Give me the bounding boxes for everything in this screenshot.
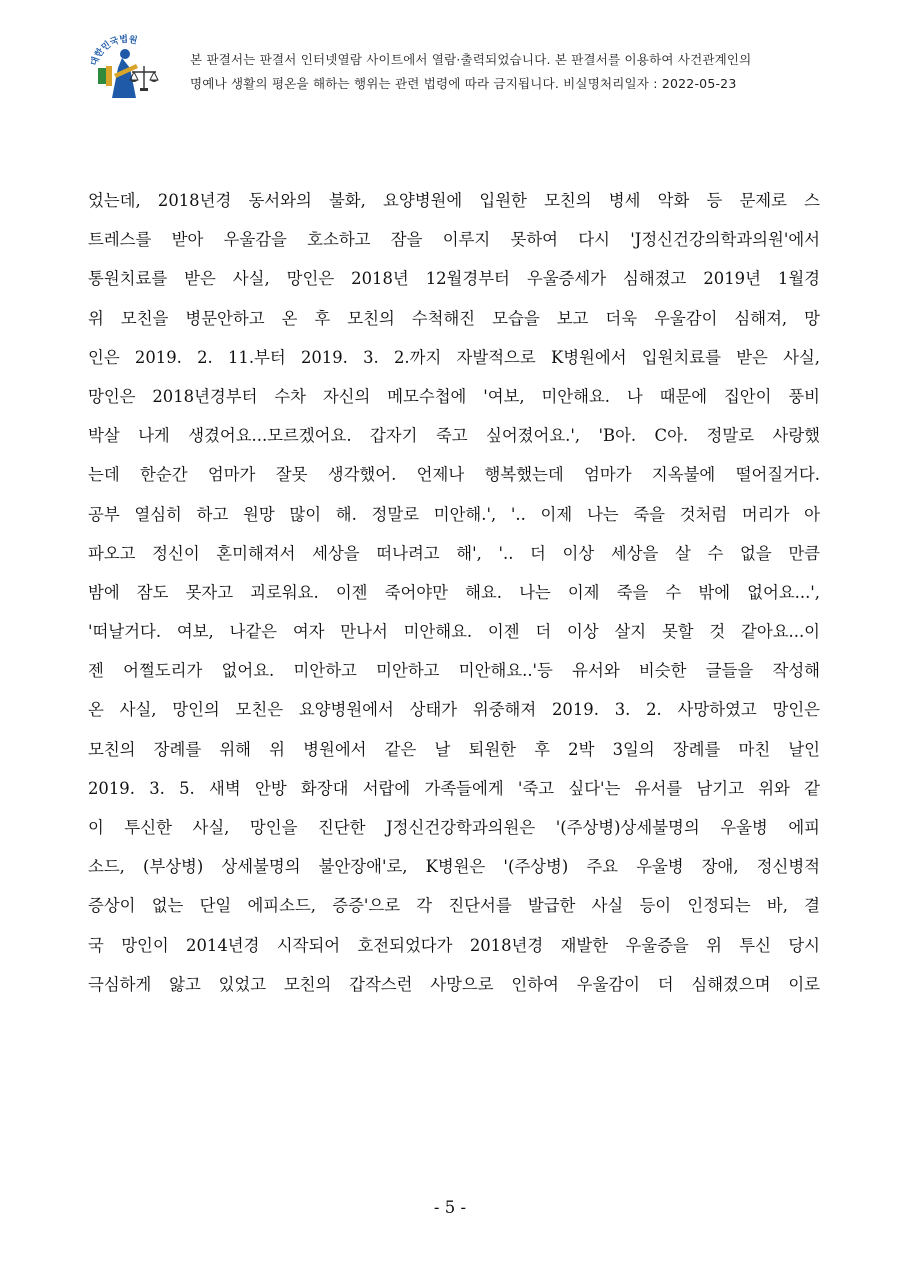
page-header xyxy=(78,28,878,108)
public-access-notice xyxy=(190,48,890,96)
body-line: 국 망인이 2014년경 시작되어 호전되었다가 2018년경 재발한 우울증을 위 투신 당시 xyxy=(88,935,820,955)
court-emblem-icon xyxy=(78,28,174,108)
body-line: 트레스를 받아 우울감을 호소하고 잠을 이루지 못하여 다시 'J정신건강의학과의원'에서 xyxy=(88,230,820,250)
body-line: 젠 어쩔도리가 없어요. 미안하고 미안하고 미안해요..'등 유서와 비슷한 글들을 작성해 xyxy=(88,661,820,681)
body-line: 소드, (부상병) 상세불명의 불안장애'로, K병원은 '(주상병) 주요 우울병 장애, 정신병적 xyxy=(88,857,820,877)
judgment-body xyxy=(88,186,820,1009)
body-line: 통원치료를 받은 사실, 망인은 2018년 12월경부터 우울증세가 심해졌고 2019년 1월경 xyxy=(88,269,820,289)
notice-line-1: 본 판결서는 판결서 인터넷열람 사이트에서 열람·출력되었습니다. 본 판결서를 이용하여 사건관계인의 xyxy=(190,52,752,67)
body-line: 었는데, 2018년경 동서와의 불화, 요양병원에 입원한 모친의 병세 악화 등 문제로 스 xyxy=(88,191,820,210)
body-line: 극심하게 앓고 있었고 모친의 갑작스런 사망으로 인하여 우울감이 더 심해졌으며 이로 xyxy=(88,974,820,994)
body-line: 2019. 3. 5. 새벽 안방 화장대 서랍에 가족들에게 '죽고 싶다'는 유서를 남기고 위와 같 xyxy=(88,778,820,798)
body-line: '떠날거다. 여보, 나같은 여자 만나서 미안해요. 이젠 더 이상 살지 못할 것 같아요...이 xyxy=(88,622,820,642)
body-line: 모친의 장례를 위해 위 병원에서 같은 날 퇴원한 후 2박 3일의 장례를 마친 날인 xyxy=(88,739,820,759)
body-line: 증상이 없는 단일 에피소드, 증증'으로 각 진단서를 발급한 사실 등이 인정되는 바, 결 xyxy=(88,896,820,916)
emblem-ring-text: 대한민국법원 xyxy=(89,34,139,68)
body-line: 온 사실, 망인의 모친은 요양병원에서 상태가 위중해져 2019. 3. 2. 사망하였고 망인은 xyxy=(88,700,820,720)
body-line: 이 투신한 사실, 망인을 진단한 J정신건강학과의원은 '(주상병)상세불명의 우울병 에피 xyxy=(88,818,820,837)
body-line: 인은 2019. 2. 11.부터 2019. 3. 2.까지 자발적으로 K병원에서 입원치료를 받은 사실, xyxy=(88,347,820,367)
notice-line-2: 명예나 생활의 평온을 해하는 행위는 관련 법령에 따라 금지됩니다. 비실명처리일자 : 2022-05-23 xyxy=(190,76,737,91)
body-line: 박살 나게 생겼어요...모르겠어요. 갑자기 죽고 싶어졌어요.', 'B아. C아. 정말로 사랑했 xyxy=(88,426,820,446)
body-line: 는데 한순간 엄마가 잘못 생각했어. 언제나 행복했는데 엄마가 지옥불에 떨어질거다. xyxy=(88,465,820,485)
body-line: 파오고 정신이 혼미해져서 세상을 떠나려고 해', '.. 더 이상 세상을 살 수 없을 만큼 xyxy=(88,543,820,563)
body-line: 망인은 2018년경부터 수차 자신의 메모수첩에 '여보, 미안해요. 나 때문에 집안이 풍비 xyxy=(88,386,820,406)
body-line: 위 모친을 병문안하고 온 후 모친의 수척해진 모습을 보고 더욱 우울감이 심해져, 망 xyxy=(88,308,820,328)
body-line: 밤에 잠도 못자고 괴로워요. 이젠 죽어야만 해요. 나는 이제 죽을 수 밖에 없어요...', xyxy=(88,582,820,602)
page-number: - 5 - xyxy=(433,1198,467,1217)
body-line: 공부 열심히 하고 원망 많이 해. 정말로 미안해.', '.. 이제 나는 죽을 것처럼 머리가 아 xyxy=(88,504,820,524)
